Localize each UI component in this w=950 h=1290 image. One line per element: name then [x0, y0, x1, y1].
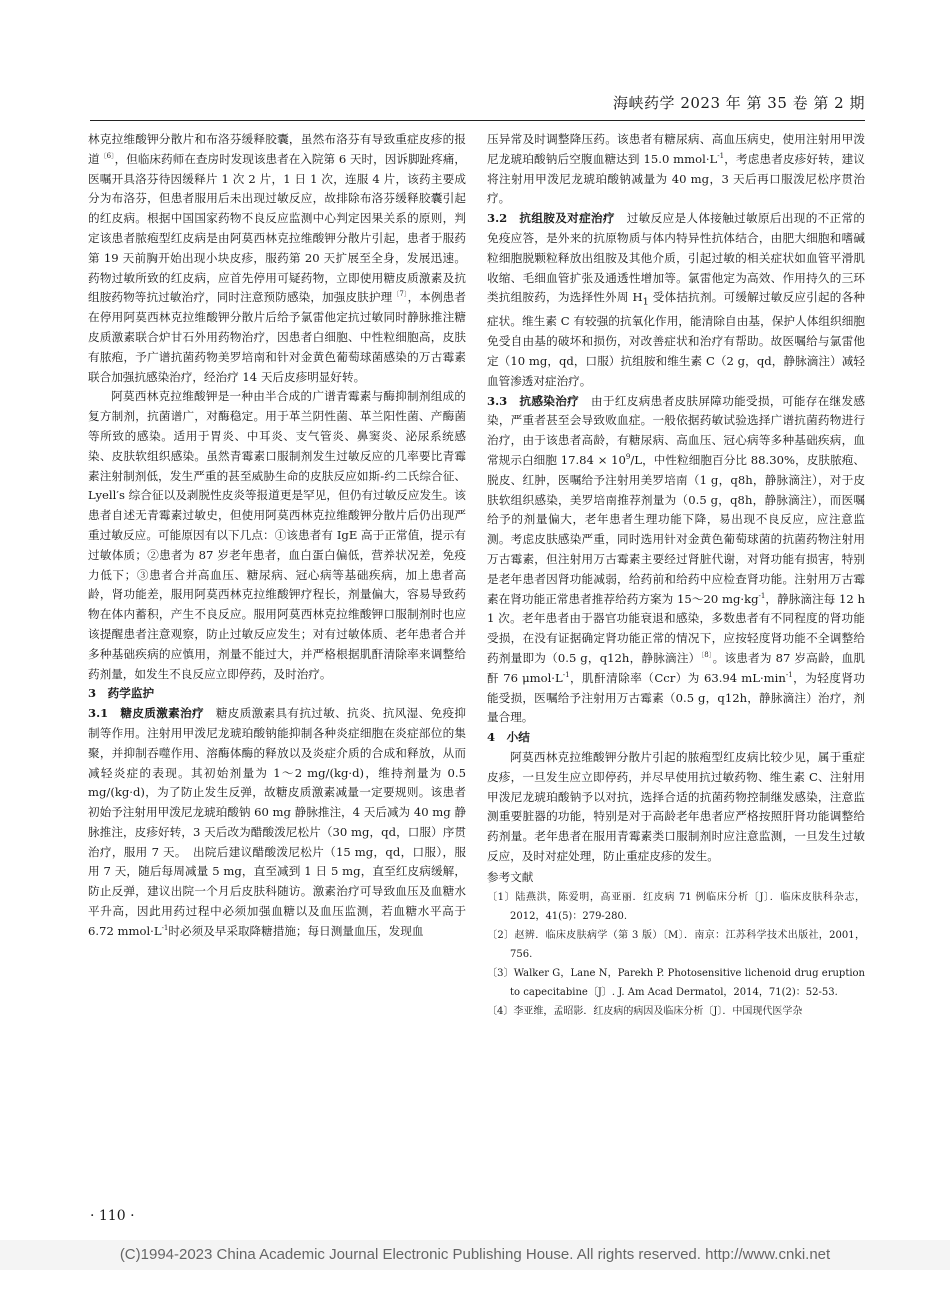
journal-header: 海峡药学 2023 年 第 35 卷 第 2 期 [613, 94, 865, 112]
superscript: 9 [625, 453, 631, 462]
text-run: ，肌酐清除率（Ccr）为 63.94 mL·min [569, 670, 786, 685]
text-run: 糖皮质激素具有抗过敏、抗炎、抗风湿、免疫抑制等作用。注射用甲泼尼龙琥珀酸钠能抑制各种炎症细胞在炎症部位的集聚，并抑制吞噬作用、溶酶体酶的释放以及炎症介质的合成和释放，从而减轻炎症的表现。其初始剂量为 1～2 mg/(kg·d)，维持剂量为 0.5 mg/(kg·d)，为了防止发生反弹，故糖皮质激素减量一定要规则。该患者初始予注射用甲泼尼龙琥珀酸钠 60 mg 静脉推注，4 天后减为 40 mg 静脉推注，皮疹好转，3 天后改为醋酸泼尼松片（30 mg，qd，口服）序贯治疗，服用 7 天。 出院后建议醋酸泼尼松片（15 mg，qd，口服），服用 7 天，随后每周减量 5 mg，直至减到 1 日 5 mg，直至红皮病缓解，防止反弹，建议出院一个月后皮肤科随访。激素治疗可导致血压及血糖水平升高，因此用药过程中必须加强血糖以及血压监测，若血糖水平高于 6.72 mmol·L [88, 706, 466, 938]
text-run: 压异常及时调整降压药。该患者有糖尿病、高血压病史，使用注射用甲泼尼龙琥珀酸钠后空腹血糖达到 15.0 mmol·L [487, 132, 865, 166]
subsection-3-3-heading: 3.3 抗感染治疗 [487, 393, 580, 408]
copyright-footer: (C)1994-2023 China Academic Journal Electronic Publishing House. All rights reserved. http://www.cnki.net [0, 1240, 950, 1270]
left-column [88, 130, 466, 942]
reference-item: 〔4〕李亚维，孟昭影．红皮病的病因及临床分析〔J〕．中国现代医学杂 [487, 1005, 803, 1017]
text-run: 受体拮抗剂。可缓解过敏反应引起的各种症状。维生素 C 有较强的抗氧化作用，能清除自由基，保护人体组织细胞免受自由基的破坏和损伤，对改善症状和治疗有帮助。故医嘱给与氯雷他定（10 mg，qd，口服）抗组胺和维生素 C（2 g，qd，静脉滴注）减轻血管渗透对症治疗。 [487, 290, 866, 388]
superscript: -1 [785, 670, 793, 679]
references-heading: 参考文献 [487, 869, 534, 884]
paragraph-continuation [88, 130, 466, 387]
citation: 〔8〕 [700, 651, 713, 660]
paragraph-3-1 [88, 704, 466, 942]
text-run: 。该患者为 87 岁高龄，血肌酐 76 μmol·L [487, 651, 866, 685]
text-run: 由于红皮病患者皮肤屏障功能受损，可能存在继发感染，严重者甚至会导致败血症。一般依据药敏试验选择广谱抗菌药物进行治疗，由于该患者高龄，有糖尿病、高血压、冠心病等多种基础疾病，血常规示白细胞 17.84 × 10 [487, 393, 865, 468]
right-column [487, 130, 865, 1021]
superscript: -1 [717, 151, 725, 160]
section-4-heading: 4 小结 [487, 730, 530, 745]
paragraph-3-2 [487, 209, 865, 391]
text-run: 时必须及早采取降糖措施；每日测量血压，发现血 [168, 923, 424, 938]
text-run: /L，中性粒细胞百分比 88.30%，皮肤脓疱、脱皮、红肿，医嘱给予注射用美罗培南（1 g，q8h，静脉滴注），对于皮肤软组织感染，美罗培南推荐剂量为（0.5 g，q8h，静脉滴注），而医嘱给予的剂量偏大，老年患者生理功能下降，易出现不良反应，应注意监测。考虑皮肤感染严重，同时选用针对金黄色葡萄球菌的抗菌药物注射用万古霉素，但注射用万古霉素主要经过肾脏代谢，对肾功能有损害，特别是老年患者因肾功能减弱，给药前和给药中应检查肾功能。注射用万古霉素在肾功能正常患者推荐给药方案为 15～20 mg·kg [487, 453, 866, 606]
subsection-3-2-heading: 3.2 抗组胺及对症治疗 [487, 211, 615, 226]
text-run: 过敏反应是人体接触过敏原后出现的不正常的免疫应答，是外来的抗原物质与体内特异性抗体结合，由肥大细胞和嗜碱粒细胞脱颗粒释放出组胺及其他介质，引起过敏的相关症状如血管平滑肌收缩、毛细血管扩张及通透性增加等。氯雷他定为高效、作用持久的三环类抗组胺药，为选择性外周 H [487, 211, 865, 305]
paragraph-3-3 [487, 392, 865, 729]
paragraph-continuation [487, 130, 865, 209]
reference-item: 〔3〕Walker G，Lane N，Parekh P. Photosensitive lichenoid drug eruption to capecitabine〔J〕. J. Am Acad Dermatol，2014，71(2)：52-53. [487, 967, 865, 998]
header-rule [90, 120, 865, 121]
reference-item: 〔1〕陆燕洪，陈爱明，高亚丽．红皮病 71 例临床分析〔J〕．临床皮肤科杂志，2012，41(5)：279-280. [487, 891, 865, 922]
subscript: 1 [642, 296, 649, 308]
text-run: ，但临床药师在查房时发现该患者在入院第 6 天时，因诉脚趾疼痛，医嘱开具洛芬待因缓释片 1 次 2 片，1 日 1 次，连服 4 片，该药主要成分为布洛芬，但患者服用后未出现过敏反应，故排除布洛芬缓释胶囊引起的红皮病。根据中国国家药物不良反应监测中心判定因果关系的原则，判定该患者脓疱型红皮病是由阿莫西林克拉维酸钾分散片引起，患者于服药第 19 天前胸开始出现小块皮疹，服药第 20 天扩展至全身，发展迅速。药物过敏所致的红皮病，应首先停用可疑药物，立即使用糖皮质激素及抗组胺药物等抗过敏治疗，同时注意预防感染，加强皮肤护理 [88, 151, 466, 305]
superscript: -1 [562, 670, 570, 679]
superscript: -1 [758, 591, 766, 600]
superscript: -1 [161, 924, 169, 933]
page-number: · 110 · [90, 1208, 135, 1224]
section-3-heading: 3 药学监护 [88, 686, 155, 701]
reference-item: 〔2〕赵辨．临床皮肤病学（第 3 版）〔M〕．南京：江苏科学技术出版社，2001，756. [487, 929, 865, 960]
text-run: ，静脉滴注每 12 h 1 次。老年患者由于器官功能衰退和感染，多数患者有不同程度的肾功能受损，在没有证据确定肾功能正常的情况下，应按轻度肾功能不全调整给药剂量即为（0.5 g，q12h，静脉滴注） [487, 591, 865, 666]
text-run: ，为轻度肾功能受损，医嘱给予注射用万古霉素（0.5 g，q12h，静脉滴注）治疗，剂量合理。 [487, 670, 865, 725]
subsection-3-1-heading: 3.1 糖皮质激素治疗 [88, 706, 204, 721]
text-run: ，考虑患者皮疹好转，建议将注射用甲泼尼龙琥珀酸钠减量为 40 mg，3 天后再口服泼尼松序贯治疗。 [487, 151, 865, 206]
paragraph-drug-discussion: 阿莫西林克拉维酸钾是一种由半合成的广谱青霉素与酶抑制剂组成的复方制剂，抗菌谱广，对酶稳定。用于革兰阴性菌、革兰阳性菌、产酶菌等所致的感染。适用于胃炎、中耳炎、支气管炎、鼻窦炎、泌尿系统感染、皮肤软组织感染。虽然青霉素口服制剂发生过敏反应的几率要比青霉素注射制剂低，发生严重的甚至威胁生命的皮肤反应如斯-约二氏综合征、Lyell′s 综合征以及剥脱性皮炎等报道更是罕见，但仍有过敏反应发生。该患者自述无青霉素过敏史，但使用阿莫西林克拉维酸钾分散片后仍出现严重过敏反应。可能原因有以下几点：①该患者有 IgE 高于正常值，提示有过敏体质；②患者为 87 岁老年患者，血白蛋白偏低，营养状况差，免疫力低下；③患者合并高血压、糖尿病、冠心病等基础疾病，加上患者高龄，肾功能差，服用阿莫西林克拉维酸钾疗程长，剂量偏大，容易导致药物在体内蓄积，产生不良反应。服用阿莫西林克拉维酸钾口服制剂时也应该提醒患者注意观察，防止过敏反应发生；对有过敏体质、老年患者合并多种基础疾病的应慎用，剂量不能过大，并严格根据肌酐清除率来调整给药剂量，如发生不良反应立即停药，及时治疗。 [88, 389, 466, 681]
citation: 〔6〕 [99, 151, 115, 160]
text-run: 林克拉维酸钾分散片和布洛芬缓释胶囊，虽然布洛芬有导致重症皮疹的报道 [88, 132, 466, 166]
paragraph-summary: 阿莫西林克拉维酸钾分散片引起的脓疱型红皮病比较少见，属于重症皮疹，一旦发生应立即停药，并尽早使用抗过敏药物、维生素 C、注射用甲泼尼龙琥珀酸钠予以对抗，选择合适的抗菌药物控制继发感染，注意监测重要脏器的功能，特别是对于高龄老年患者应严格按照肝肾功能调整给药剂量。老年患者在服用青霉素类口服制剂时应注意监测，一旦发生过敏反应，及时对症处理，防止重症皮疹的发生。 [487, 750, 865, 863]
citation: 〔7〕 [392, 290, 408, 299]
text-run: ，本例患者在停用阿莫西林克拉维酸钾分散片后给予氯雷他定抗过敏同时静脉推注糖皮质激素联合炉甘石外用药物治疗，因患者白细胞、中性粒细胞高，皮肤有脓疱，予广谱抗菌药物美罗培南和针对金黄色葡萄球菌感染的万古霉素联合加强抗感染治疗，经治疗 14 天后皮疹明显好转。 [88, 290, 466, 384]
